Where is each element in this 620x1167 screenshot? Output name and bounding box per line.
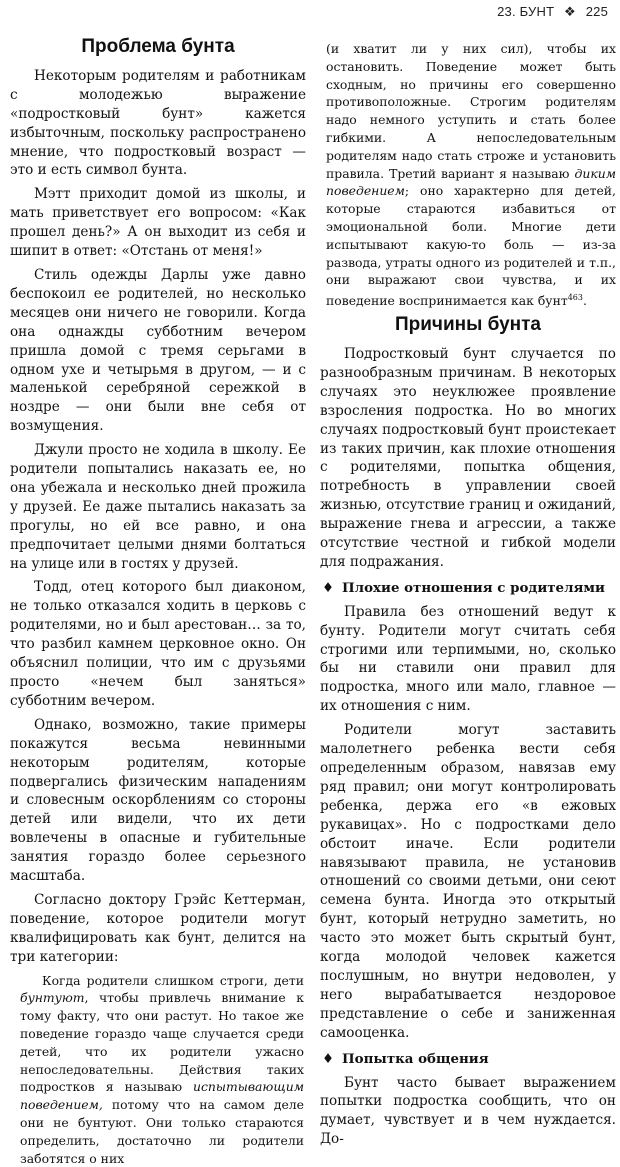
quote-text: (и хватит ли у них сил), чтобы их остановить. Поведение может быть сходным, но причины его совершенно противоположные. Строгим родителям надо немного уступить и стать более гибкими. А непоследовательным родителям надо стать строже и установить правила. Третий вариант я называю диким поведением; оно характерно для детей, которые стараются избавиться от эмоциональной боли. Многие дети испытывают какую-то боль — из-за развода, утраты одного из родителей и т.п., они выражают свои чувства, и их поведение воспринимается как бунт$^{463}$. (326, 41, 616, 309)
diamond-bullet-icon: ♦ (322, 1050, 335, 1067)
paragraph: Родители могут заставить малолетнего ребенка вести себя определенным образом, навязав ему ряд правил; они могут контролировать ребенка, держа его «в ежовых рукавицах». Но с подростками дело обстоит иначе. Если родители навязывают правила, не установив отношений со своими детьми, они сеют семена бунта. Иногда это открытый бунт, который нетрудно заметить, но часто это может быть скрытый бунт, когда молодой человек кажется послушным, но внутри недоволен, у него вырабатывается нездоровое представление о себе и заниженная самооценка. (320, 722, 616, 1041)
left-column (10, 28, 306, 1167)
paragraph: Бунт часто бывает выражением попытки подростка сообщить, что он думает, чувствует и в чем нуждается. До- (320, 1074, 616, 1148)
quote-text: Когда родители слишком строги, дети бунтуют, чтобы привлечь внимание к тому факту, что они растут. Но такое же поведение гораздо чаще случается среди детей, что их родители ужасно непоследовательны. Действия таких подростков я называю испытывающим поведением, потому что на самом деле они не бунтуют. Они только стараются определить, достаточно ли родители заботятся о них (20, 972, 304, 1166)
separator-icon: ❖ (564, 4, 576, 19)
block-quote-continued (326, 40, 616, 310)
paragraph: Однако, возможно, такие примеры покажутся весьма невинными некоторым родителям, которые подвергались физическим нападениям и словесным оскорблениям со стороны детей или видели, что их дети вовлечены в опасные и губительные занятия гораздо более серьезного масштаба. (10, 716, 306, 885)
paragraph: Некоторым родителям и работникам с молодежью выражение «подростковый бунт» кажется избыточным, поскольку распространено мнение, что подростковый возраст — это и есть символ бунта. (10, 67, 306, 179)
paragraph: Джули просто не ходила в школу. Ее родители попытались наказать ее, но она убежала и несколько дней прожила у друзей. Ее даже пытались наказать за прогулы, но ей все равно, и она предпочитает целыми днями болтаться на улице или в гостях у друзей. (10, 442, 306, 572)
running-header (491, 4, 608, 20)
paragraph: Тодд, отец которого был диаконом, не только отказался ходить в церковь с родителями, но и был арестован… за то, что разбил камнем церковное окно. Он объяснил полиции, что им с друзьями просто «нечем был заняться» субботним вечером. (10, 579, 306, 709)
section-title-causes: Причины бунта (394, 314, 542, 336)
footnote-ref: 463 (567, 293, 583, 303)
chapter-label: 23. БУНТ (497, 4, 555, 19)
diamond-bullet-icon: ♦ (322, 579, 335, 596)
right-column (320, 36, 616, 1154)
paragraph: Мэтт приходит домой из школы, и мать приветствует его вопросом: «Как прошел день?» А он выходит из себя и шипит в ответ: «Отстань от меня!» (10, 186, 306, 260)
page-number: 225 (585, 4, 608, 19)
paragraph: Подростковый бунт случается по разнообразным причинам. В некоторых случаях это неуклюжее проявление взросления подростка. Но во многих случаях подростковый бунт проистекает из таких причин, как плохие отношения с родителями, попытка общения, потребность в управлении своей жизнью, отсутствие границ и ожиданий, выражение гнева и агрессии, а также отсутствие честной и гибкой модели для подражания. (320, 345, 616, 570)
paragraph: Правила без отношений ведут к бунту. Родители могут считать себя строгими или терпимыми, но, сколько бы ни ставили они правил для подростка, много или мало, главное — их отношения с ним. (320, 603, 616, 715)
section-title-problem: Проблема бунта (81, 36, 235, 57)
paragraph: Согласно доктору Грэйс Кеттерман, поведение, которое родители могут квалифицировать как бунт, делится на три категории: (10, 891, 306, 965)
subheading-communication: ♦ Попытка общения (322, 1050, 489, 1067)
paragraph: Стиль одежды Дарлы уже давно беспокоил ее родителей, но несколько месяцев они ничего не говорили. Когда она однажды субботним вечером пришла домой с тремя серьгами в одном ухе и четырьмя в другом, — и с маленькой серебряной сережкой в ноздре — они были вне себя от возмущения. (10, 266, 306, 435)
subheading-relations: ♦ Плохие отношения с родителями (322, 579, 605, 596)
